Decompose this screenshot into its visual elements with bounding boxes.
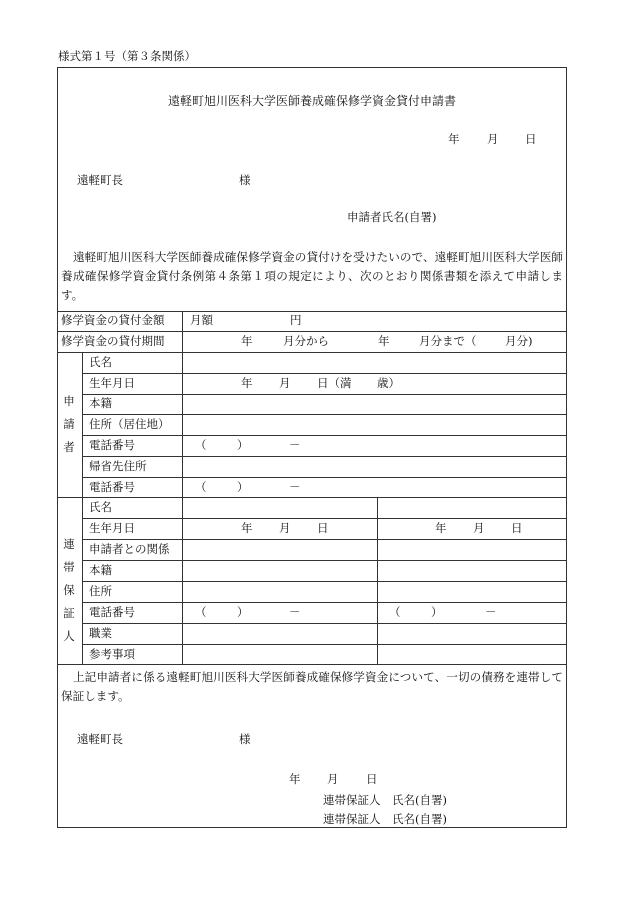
guarantee-date-month: 月 bbox=[327, 772, 339, 786]
guarantor2-birth-day: 日 bbox=[511, 521, 523, 535]
guarantee-honorific: 様 bbox=[239, 732, 251, 746]
guarantor-address-label: 住所 bbox=[89, 584, 112, 598]
birth-age: 歳） bbox=[377, 376, 400, 390]
applicant-address-label: 住所（居住地） bbox=[89, 417, 170, 431]
guarantor-name-label: 氏名 bbox=[89, 500, 112, 514]
guarantor-phone-label: 電話番号 bbox=[89, 605, 135, 619]
guarantee-paragraph: 上記申請者に係る遠軽町旭川医科大学医師養成確保修学資金について、一切の債務を連帯して保証します。 bbox=[61, 670, 563, 703]
guarantor-notes-label: 参考事項 bbox=[89, 647, 135, 661]
addressee-honorific: 様 bbox=[239, 173, 251, 187]
guarantee-date-year: 年 bbox=[289, 772, 301, 786]
group-column-border bbox=[82, 352, 83, 664]
row-border bbox=[82, 394, 567, 395]
phone-paren-open: （ bbox=[195, 480, 207, 494]
phone-dash: － bbox=[289, 480, 301, 494]
row-border bbox=[82, 602, 567, 603]
loan-amount-prefix: 月額 bbox=[190, 313, 213, 327]
period-to-year: 年 bbox=[378, 334, 390, 348]
guarantor1-birth-year: 年 bbox=[241, 521, 253, 535]
guarantor-domicile-label: 本籍 bbox=[89, 563, 112, 577]
table-bottom-border bbox=[57, 664, 567, 665]
applicant-birthdate-label: 生年月日 bbox=[89, 376, 135, 390]
guarantor-group-label: 連帯保証人 bbox=[63, 537, 75, 643]
row-border bbox=[82, 644, 567, 645]
phone-paren-open: （ bbox=[389, 605, 401, 619]
phone-dash: － bbox=[485, 605, 497, 619]
phone-paren-close: ） bbox=[431, 605, 443, 619]
row-border bbox=[82, 539, 567, 540]
addressee-name: 遠軽町長 bbox=[77, 173, 123, 187]
phone-dash: － bbox=[289, 605, 301, 619]
guarantor2-birth-year: 年 bbox=[435, 521, 447, 535]
row-border bbox=[82, 435, 567, 436]
loan-amount-label: 修学資金の貸付金額 bbox=[61, 313, 165, 327]
guarantor-occupation-label: 職業 bbox=[89, 626, 112, 640]
period-count: 月分) bbox=[505, 334, 533, 348]
guarantor2-birth-month: 月 bbox=[473, 521, 485, 535]
applicant-signature-label: 申請者氏名(自署) bbox=[347, 210, 437, 224]
loan-amount-unit: 円 bbox=[290, 313, 302, 327]
birth-day: 日（満 bbox=[317, 376, 352, 390]
date-month: 月 bbox=[487, 132, 499, 146]
birth-month: 月 bbox=[279, 376, 291, 390]
row-border bbox=[57, 331, 567, 332]
intro-paragraph: 遠軽町旭川医科大学医師養成確保修学資金の貸付けを受けたいので、遠軽町旭川医科大学医師養成確保修学資金貸付条例第４条第１項の規定により、次のとおり関係書類を添えて申請します。 bbox=[61, 250, 563, 302]
loan-period-label: 修学資金の貸付期間 bbox=[61, 334, 165, 348]
form-title: 遠軽町旭川医科大学医師養成確保修学資金貸付申請書 bbox=[167, 94, 456, 108]
row-border bbox=[57, 497, 567, 498]
phone-paren-open: （ bbox=[195, 605, 207, 619]
guarantor-split-border bbox=[377, 497, 378, 664]
row-border bbox=[82, 414, 567, 415]
row-border bbox=[82, 581, 567, 582]
row-border bbox=[82, 560, 567, 561]
guarantor1-birth-day: 日 bbox=[317, 521, 329, 535]
applicant-phone-label: 電話番号 bbox=[89, 438, 135, 452]
row-border bbox=[82, 373, 567, 374]
applicant-group-label: 申請者 bbox=[63, 394, 75, 454]
phone-dash: － bbox=[289, 438, 301, 452]
period-from-month: 月分から bbox=[283, 334, 329, 348]
row-border bbox=[82, 477, 567, 478]
guarantor-signature-2: 連帯保証人 氏名(自署) bbox=[323, 812, 447, 826]
applicant-name-label: 氏名 bbox=[89, 355, 112, 369]
row-border bbox=[82, 518, 567, 519]
phone-paren-close: ） bbox=[237, 438, 249, 452]
row-border bbox=[82, 623, 567, 624]
guarantee-addressee: 遠軽町長 bbox=[77, 732, 123, 746]
period-from-year: 年 bbox=[241, 334, 253, 348]
guarantor-birthdate-label: 生年月日 bbox=[89, 521, 135, 535]
guarantor-signature-1: 連帯保証人 氏名(自署) bbox=[323, 793, 447, 807]
label-column-border bbox=[182, 311, 183, 664]
date-year: 年 bbox=[448, 132, 460, 146]
form-number: 様式第１号（第３条関係） bbox=[58, 49, 196, 63]
birth-year: 年 bbox=[241, 376, 253, 390]
period-to-month: 月分まで（ bbox=[419, 334, 477, 348]
date-day: 日 bbox=[525, 132, 537, 146]
row-border bbox=[57, 352, 567, 353]
applicant-home-phone-label: 電話番号 bbox=[89, 480, 135, 494]
table-top-border bbox=[57, 311, 567, 312]
guarantor1-birth-month: 月 bbox=[279, 521, 291, 535]
guarantee-date-day: 日 bbox=[366, 772, 378, 786]
row-border bbox=[82, 456, 567, 457]
phone-paren-close: ） bbox=[237, 480, 249, 494]
applicant-domicile-label: 本籍 bbox=[89, 396, 112, 410]
applicant-home-address-label: 帰省先住所 bbox=[89, 459, 147, 473]
phone-paren-open: （ bbox=[195, 438, 207, 452]
guarantor-relation-label: 申請者との関係 bbox=[89, 542, 170, 556]
phone-paren-close: ） bbox=[237, 605, 249, 619]
